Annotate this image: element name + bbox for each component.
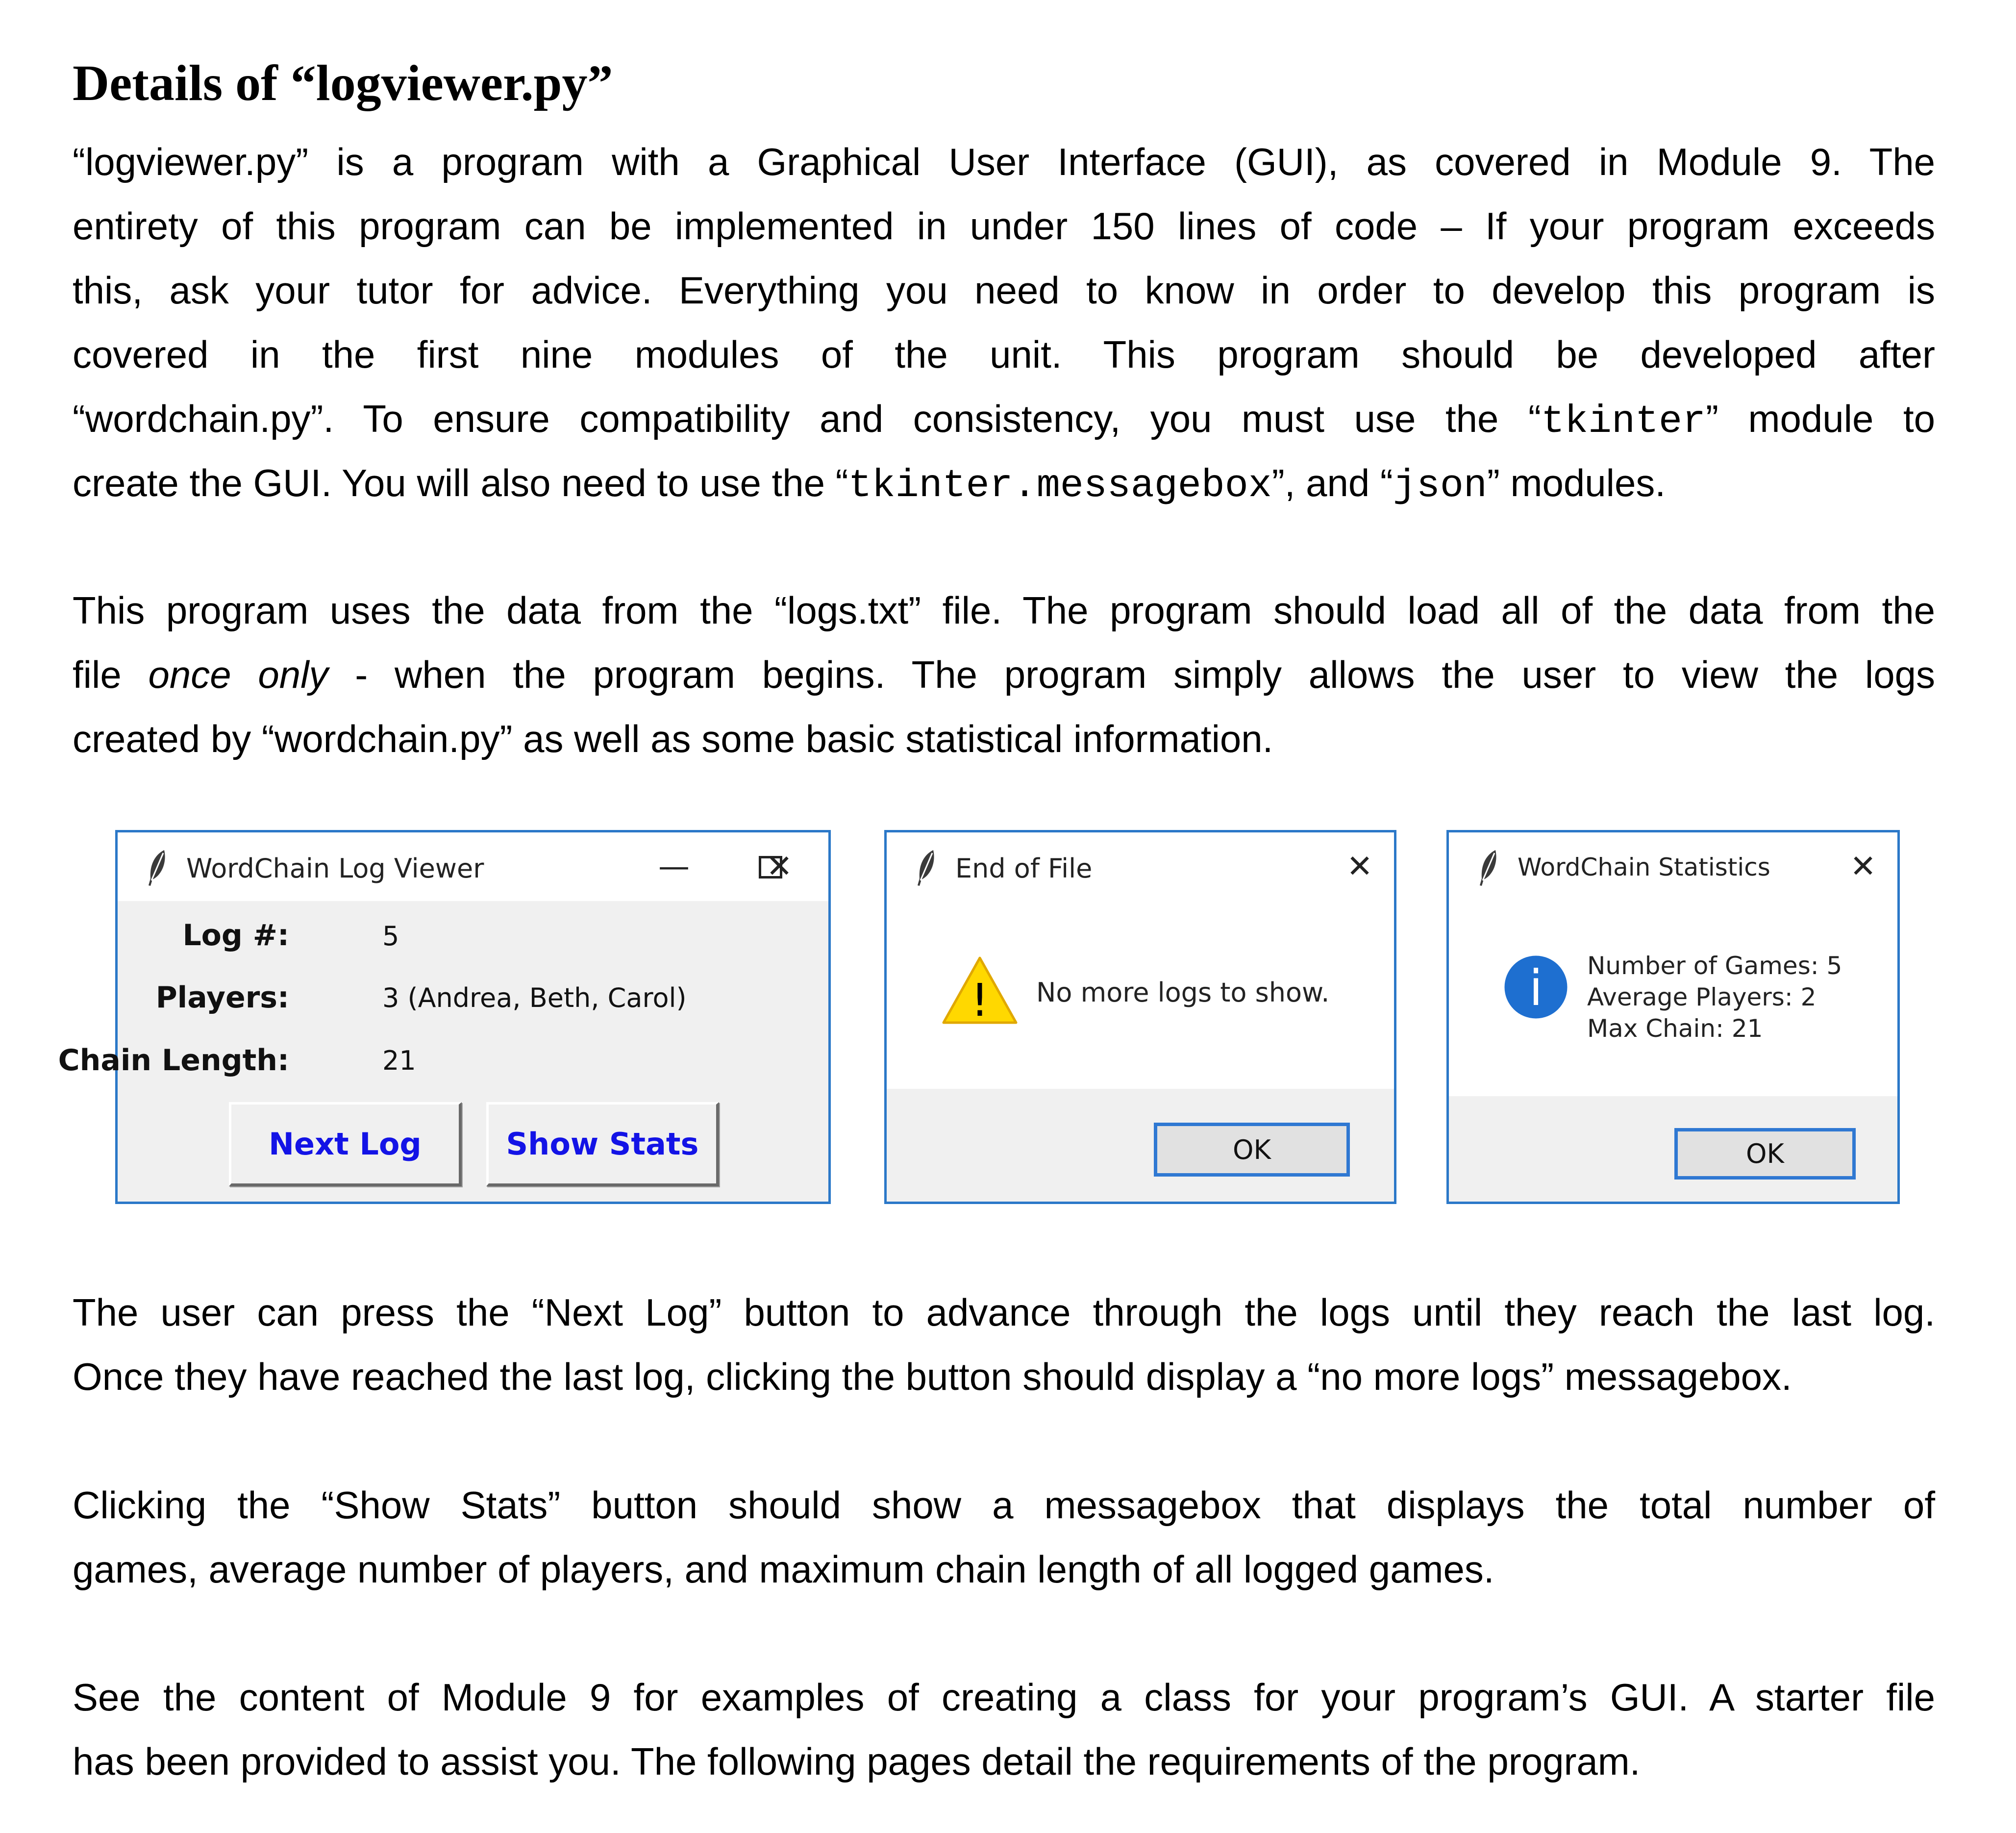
text-line: covered in the first nine modules of the unit. This program should be developed after <box>73 333 1935 376</box>
close-icon[interactable]: ✕ <box>766 849 793 885</box>
ok-button[interactable]: OK <box>1674 1128 1856 1180</box>
players-value: 3 (Andrea, Beth, Carol) <box>382 982 687 1013</box>
text-line: games, average number of players, and maximum chain length of all logged games. <box>73 1548 1494 1591</box>
code-json: json <box>1393 464 1487 508</box>
text-run: “wordchain.py”. To ensure compatibility and consistency, you must use the “ <box>73 397 1541 440</box>
chain-length-label: Chain Length: <box>58 1043 289 1078</box>
text-line: entirety of this program can be implemented in under 150 lines of code – If your program exceeds <box>73 204 1935 248</box>
text-run: ”, and “ <box>1271 461 1393 504</box>
text-line: “logviewer.py” is a program with a Graphical User Interface (GUI), as covered in Module 9. The <box>73 140 1935 183</box>
text-line <box>73 643 1935 707</box>
text-line: The user can press the “Next Log” button to advance through the logs until they reach the last log. <box>73 1291 1935 1334</box>
text-line: This program uses the data from the “logs.txt” file. The program should load all of the data from the <box>73 589 1935 632</box>
end-of-file-dialog <box>884 830 1396 1204</box>
stats-max-chain: Max Chain: 21 <box>1587 1014 1763 1043</box>
dialog-title: WordChain Statistics <box>1518 853 1770 881</box>
text-line <box>73 451 1935 515</box>
minimize-icon[interactable]: — <box>658 849 690 885</box>
stats-games: Number of Games: 5 <box>1587 952 1842 980</box>
text-line: created by “wordchain.py” as well as some basic statistical information. <box>73 717 1273 760</box>
dialog-title: End of File <box>955 853 1093 884</box>
ok-button[interactable]: OK <box>1154 1123 1350 1177</box>
emphasis-once-only: once only <box>148 653 328 696</box>
text-run: create the GUI. You will also need to use the “ <box>73 461 848 504</box>
text-line: Once they have reached the last log, clicking the button should display a “no more logs” messagebox. <box>73 1355 1792 1398</box>
code-tkinter: tkinter <box>1541 400 1706 444</box>
window-title: WordChain Log Viewer <box>186 853 484 884</box>
text-run: file <box>73 653 149 696</box>
close-icon[interactable]: ✕ <box>1346 849 1373 885</box>
eof-message: No more logs to show. <box>1036 977 1330 1008</box>
text-run: - when the program begins. The program simply allows the user to view the logs <box>328 653 1936 696</box>
stats-average-players: Average Players: 2 <box>1587 983 1817 1011</box>
text-line: See the content of Module 9 for examples of creating a class for your program’s GUI. A starter file <box>73 1676 1935 1719</box>
maximize-icon[interactable] <box>759 856 782 879</box>
log-number-value: 5 <box>382 921 399 952</box>
data-paragraph <box>73 578 1935 771</box>
log-number-label: Log #: <box>182 918 289 953</box>
text-line: Clicking the “Show Stats” button should show a messagebox that displays the total number of <box>73 1483 1935 1527</box>
text-line <box>73 387 1935 451</box>
title-bar <box>118 832 828 901</box>
message-area <box>887 901 1394 1089</box>
info-glyph: i <box>1529 959 1543 1017</box>
message-area <box>1449 901 1897 1096</box>
players-label: Players: <box>155 980 289 1015</box>
text-line: this, ask your tutor for advice. Everything you need to know in order to develop this program is <box>73 269 1935 312</box>
document-heading: Details of “logviewer.py” <box>73 55 613 111</box>
info-icon <box>1503 954 1569 1020</box>
text-line: has been provided to assist you. The following pages detail the requirements of the program. <box>73 1740 1641 1783</box>
warning-glyph: ! <box>971 974 989 1026</box>
log-viewer-window <box>58 830 831 1204</box>
next-log-paragraph <box>73 1281 1935 1409</box>
text-run: ” modules. <box>1487 461 1666 504</box>
intro-paragraph <box>73 130 1935 515</box>
code-messagebox: tkinter.messagebox <box>848 464 1272 508</box>
title-bar <box>1449 832 1897 901</box>
text-run: ” module to <box>1706 397 1935 440</box>
show-stats-paragraph <box>73 1473 1935 1602</box>
warning-icon <box>941 955 1019 1026</box>
close-icon[interactable]: ✕ <box>1850 849 1876 885</box>
feather-icon <box>1476 848 1500 887</box>
show-stats-button[interactable]: Show Stats <box>486 1102 719 1186</box>
feather-icon <box>145 848 169 887</box>
chain-length-value: 21 <box>382 1045 416 1076</box>
statistics-dialog <box>1446 830 1900 1204</box>
next-log-button[interactable]: Next Log <box>229 1102 462 1186</box>
feather-icon <box>914 848 938 887</box>
title-bar <box>887 832 1394 901</box>
closing-paragraph <box>73 1665 1935 1794</box>
